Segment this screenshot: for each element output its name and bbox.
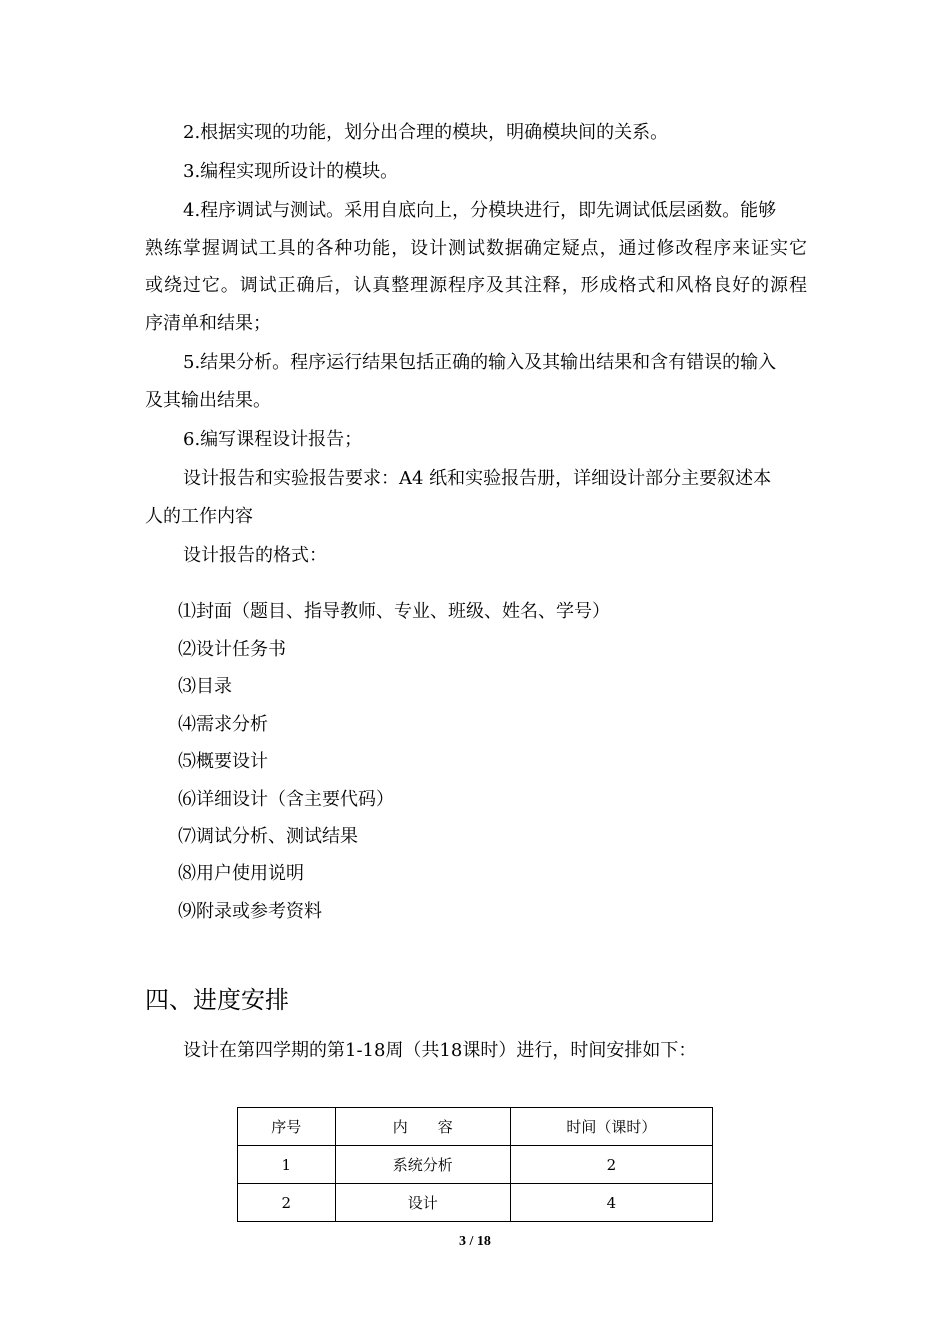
table-header-row [238, 1108, 713, 1146]
table-cell: 1 [238, 1146, 336, 1184]
list-item: ⑸概要设计 [178, 751, 268, 772]
section-heading-schedule: 四、进度安排 [145, 986, 289, 1014]
list-item: ⑵设计任务书 [178, 639, 286, 660]
list-item: ⑴封面（题目、指导教师、专业、班级、姓名、学号） [178, 601, 610, 622]
table-cell: 设计 [335, 1184, 510, 1222]
paragraph-requirements-line-2: 人的工作内容 [145, 506, 253, 527]
table-cell: 4 [510, 1184, 712, 1222]
paragraph-step-4-line-3: 或绕过它。调试正确后，认真整理源程序及其注释，形成格式和风格良好的源程 [145, 275, 807, 296]
paragraph-step-6: 6.编写课程设计报告； [183, 429, 363, 450]
list-item: ⑶目录 [178, 676, 232, 697]
table-cell: 2 [510, 1146, 712, 1184]
list-item: ⑹详细设计（含主要代码） [178, 789, 394, 810]
report-format-title: 设计报告的格式： [183, 545, 327, 566]
paragraph-step-5-line-2: 及其输出结果。 [145, 390, 271, 411]
page-number: 3 / 18 [459, 1234, 491, 1249]
list-item: ⑼附录或参考资料 [178, 901, 322, 922]
list-item: ⑺调试分析、测试结果 [178, 826, 358, 847]
table-row [238, 1184, 713, 1222]
list-item: ⑷需求分析 [178, 714, 268, 735]
table-cell: 2 [238, 1184, 336, 1222]
schedule-intro: 设计在第四学期的第1-18周（共18课时）进行，时间安排如下： [183, 1040, 697, 1061]
paragraph-step-2: 2.根据实现的功能，划分出合理的模块，明确模块间的关系。 [183, 122, 669, 143]
paragraph-step-3: 3.编程实现所设计的模块。 [183, 161, 399, 182]
paragraph-requirements-line-1: 设计报告和实验报告要求：A4 纸和实验报告册，详细设计部分主要叙述本 [183, 468, 772, 489]
table-cell: 系统分析 [335, 1146, 510, 1184]
paragraph-step-5-line-1: 5.结果分析。程序运行结果包括正确的输入及其输出结果和含有错误的输入 [183, 352, 777, 373]
paragraph-step-4-line-2: 熟练掌握调试工具的各种功能，设计测试数据确定疑点，通过修改程序来证实它 [145, 238, 807, 259]
column-header-content: 内 容 [335, 1108, 510, 1146]
column-header-hours: 时间（课时） [510, 1108, 712, 1146]
table-row [238, 1146, 713, 1184]
list-item: ⑻用户使用说明 [178, 863, 304, 884]
paragraph-step-4-line-1: 4.程序调试与测试。采用自底向上，分模块进行，即先调试低层函数。能够 [183, 200, 777, 221]
schedule-table [237, 1107, 713, 1222]
column-header-index: 序号 [238, 1108, 336, 1146]
paragraph-step-4-line-4: 序清单和结果； [145, 313, 271, 334]
